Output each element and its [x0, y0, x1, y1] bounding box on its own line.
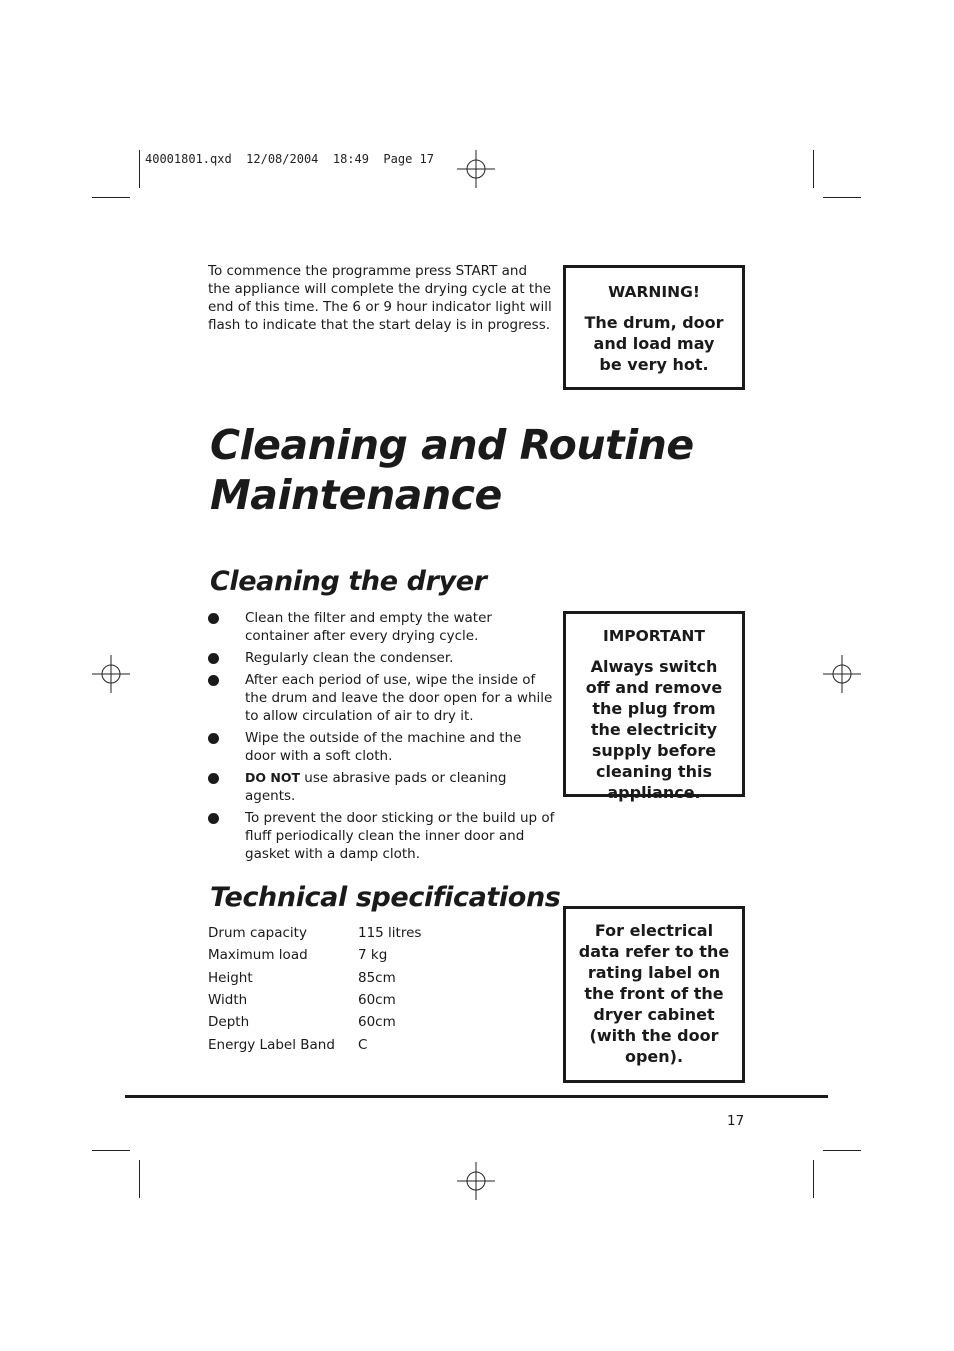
footer-rule: [125, 1095, 828, 1098]
section-heading-cleaning: Cleaning the dryer: [210, 566, 487, 597]
spec-label: Depth: [208, 1014, 250, 1031]
printer-slug: 40001801.qxd 12/08/2004 18:49 Page 17: [145, 152, 434, 166]
bullet-text: Wipe the outside of the machine and the door with a soft cloth.: [245, 730, 522, 764]
spec-value: 7 kg: [358, 947, 388, 964]
crop-mark-top-right-v: [813, 150, 814, 188]
table-row: [208, 1011, 421, 1033]
bullet-icon: [208, 733, 219, 744]
crop-mark-bottom-left-h: [92, 1150, 130, 1151]
important-heading: IMPORTANT: [603, 627, 705, 645]
important-body: Always switch off and remove the plug from the electricity supply before cleaning this appliance.: [585, 657, 723, 802]
bullet-text: After each period of use, wipe the inside of the drum and leave the door open for a while to allow circulation of air to dry it.: [245, 672, 553, 724]
crop-mark-top-right-h: [823, 197, 861, 198]
list-item: [208, 649, 556, 667]
bullet-text: To prevent the door sticking or the build up of fluff periodically clean the inner door and gasket with a damp cloth.: [245, 810, 555, 862]
bullet-emphasis: DO NOT: [245, 770, 300, 785]
spec-label: Width: [208, 992, 248, 1009]
table-row: [208, 967, 421, 989]
table-row: [208, 944, 421, 966]
spec-label: Maximum load: [208, 947, 308, 964]
bullet-icon: [208, 613, 219, 624]
spec-value: 60cm: [358, 992, 396, 1009]
registration-mark-top-icon: [457, 150, 495, 188]
crop-mark-bottom-left-v: [139, 1160, 140, 1198]
list-item: [208, 609, 556, 645]
specs-table: [208, 922, 421, 1056]
list-item: [208, 769, 556, 805]
bullet-text: use abrasive pads or cleaning agents.: [245, 770, 507, 804]
bullet-icon: [208, 675, 219, 686]
spec-label: Drum capacity: [208, 925, 307, 942]
spec-value: 115 litres: [358, 925, 422, 942]
crop-mark-bottom-right-h: [823, 1150, 861, 1151]
intro-paragraph: To commence the programme press START and the appliance will complete the drying cycle at the end of this time. The 6 or 9 hour indicator light will flash to indicate that the start delay is in progress.: [208, 263, 552, 333]
crop-mark-bottom-right-v: [813, 1160, 814, 1198]
spec-value: 85cm: [358, 969, 396, 986]
section-heading-specs: Technical specifications: [210, 882, 561, 913]
crop-mark-top-left-v: [139, 150, 140, 188]
list-item: [208, 729, 556, 765]
spec-value: C: [358, 1036, 368, 1053]
spec-label: Energy Label Band: [208, 1036, 335, 1053]
crop-mark-top-left-h: [92, 197, 130, 198]
registration-mark-right-icon: [823, 655, 861, 693]
bullet-text: Clean the filter and empty the water container after every drying cycle.: [245, 610, 492, 644]
bullet-icon: [208, 773, 219, 784]
bullet-icon: [208, 813, 219, 824]
table-row: [208, 922, 421, 944]
warning-heading: WARNING!: [608, 283, 700, 301]
bullet-text: Regularly clean the condenser.: [245, 650, 454, 666]
electrical-data-body: For electrical data refer to the rating label on the front of the dryer cabinet (with the door open).: [578, 921, 730, 1066]
registration-mark-bottom-icon: [457, 1162, 495, 1200]
important-box: [563, 611, 745, 802]
spec-label: Height: [208, 969, 253, 986]
page-number: 17: [727, 1113, 745, 1129]
registration-mark-left-icon: [92, 655, 130, 693]
cleaning-bullet-list: [208, 609, 556, 867]
table-row: [208, 1033, 421, 1055]
warning-body: The drum, door and load may be very hot.: [584, 313, 724, 374]
page-title: Cleaning and Routine Maintenance: [210, 421, 694, 519]
warning-box: [563, 265, 745, 390]
list-item: [208, 671, 556, 725]
electrical-data-box: [563, 906, 745, 1083]
spec-value: 60cm: [358, 1014, 396, 1031]
bullet-icon: [208, 653, 219, 664]
list-item: [208, 809, 556, 863]
table-row: [208, 989, 421, 1011]
